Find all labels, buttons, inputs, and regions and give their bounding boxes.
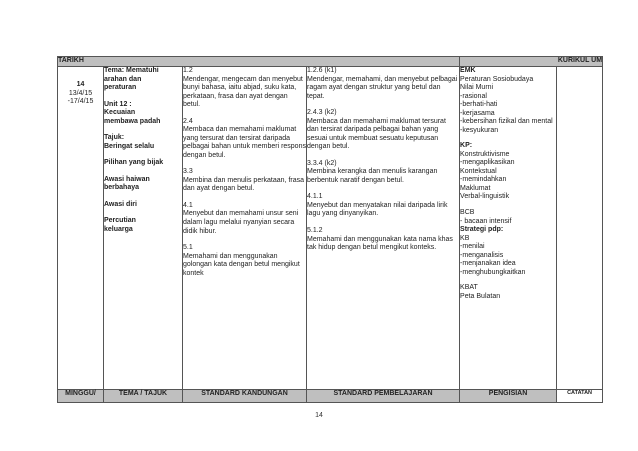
- sk-text: Memahami dan menggunakan golongan kata dengan betul mengikut kontek: [183, 252, 300, 277]
- sp-text: Menyebut dan menyatakan nilai daripada lirik lagu yang dinyanyikan.: [307, 201, 448, 218]
- pengisian-line: Peta Bulatan: [460, 292, 501, 300]
- pengisian-line: Verbal-linguistik: [460, 193, 510, 201]
- lesson-plan-table: [57, 56, 603, 403]
- sk-code: 2.4: [183, 117, 193, 125]
- date-end: -17/4/15: [67, 98, 94, 106]
- pengisian-cell: [460, 67, 557, 390]
- spacer: [183, 110, 306, 118]
- spacer: [183, 194, 306, 202]
- footer-tema: TEMA / TAJUK: [104, 390, 183, 403]
- sp-code: 4.1.1: [307, 193, 323, 201]
- pengisian-line: -menganalisis: [460, 251, 504, 259]
- tema-line: arahan dan: [104, 75, 142, 83]
- sk-code: 4.1: [183, 201, 193, 209]
- date-start: 13/4/15: [68, 89, 93, 97]
- pengisian-line: -menghubungkaitkan: [460, 268, 526, 276]
- sk-text: Mendengar, mengecam dan menyebut bunyi bahasa, iaitu abjad, suku kata, perkataan, frasa dan ayat dengan betul.: [183, 75, 303, 109]
- pengisian-line: KB: [460, 234, 470, 242]
- spacer: [104, 193, 182, 201]
- sk-code: 5.1: [183, 244, 193, 252]
- header-kurikulum: KURIKUL UM: [460, 57, 603, 67]
- tarikh-cell: [58, 67, 104, 390]
- sp-code: 1.2.6 (k1): [307, 67, 337, 74]
- tema-line: Awasi diri: [104, 200, 137, 208]
- spacer: [307, 185, 459, 193]
- spacer: [104, 209, 182, 217]
- footer-pengisian: PENGISIAN: [460, 390, 557, 403]
- standard-kandungan-cell: [183, 67, 307, 390]
- tema-line: Tema: Mematuhi: [104, 67, 159, 74]
- header-row: [58, 57, 603, 67]
- tema-cell: [104, 67, 183, 390]
- footer-minggu: MINGGU/: [58, 390, 104, 403]
- sk-code: 3.3: [183, 168, 193, 176]
- pengisian-line: -menjanakan idea: [460, 260, 516, 268]
- spacer: [307, 101, 459, 109]
- footer-catatan: CATATAN: [557, 390, 603, 403]
- sk-code: 1.2: [183, 67, 193, 74]
- tema-line: berbahaya: [104, 184, 140, 192]
- pengisian-line: Nilai Murni: [460, 84, 494, 92]
- pengisian-line: Kontekstual: [460, 167, 497, 175]
- header-tarikh: TARIKH: [58, 57, 460, 67]
- spacer: [307, 152, 459, 160]
- spacer: [104, 168, 182, 176]
- pengisian-line: -kerjasama: [460, 109, 495, 117]
- pengisian-line: -mengaplikasikan: [460, 159, 515, 167]
- spacer: [460, 277, 556, 284]
- sk-text: Membaca dan memahami maklumat yang tersurat dan tersirat daripada pelbagai bahan untuk memberi respons dengan betul.: [183, 126, 306, 159]
- spacer: [183, 236, 306, 244]
- footer-row: [58, 390, 603, 403]
- pengisian-line: Maklumat: [460, 184, 491, 192]
- week-number: 14: [76, 81, 85, 88]
- tema-line: Unit 12 :: [104, 100, 132, 108]
- pengisian-line: KP:: [460, 142, 473, 150]
- pengisian-line: KBAT: [460, 284, 478, 292]
- pengisian-line: -rasional: [460, 92, 487, 100]
- spacer: [460, 135, 556, 142]
- pengisian-line: -memindahkan: [460, 176, 507, 184]
- pengisian-line: EMK: [460, 67, 476, 74]
- sp-text: Mendengar, memahami, dan menyebut pelbagai ragam ayat dengan struktur yang betul dan tepat.: [307, 75, 458, 100]
- sp-text: Membina kerangka dan menulis karangan berbentuk naratif dengan betul.: [307, 168, 438, 184]
- pengisian-line: Peraturan Sosiobudaya: [460, 75, 534, 83]
- tema-line: keluarga: [104, 225, 133, 233]
- pengisian-line: -berhati-hati: [460, 101, 498, 109]
- footer-sp: STANDARD PEMBELAJARAN: [307, 390, 460, 403]
- spacer: [104, 126, 182, 134]
- sk-text: Menyebut dan memahami unsur seni dalam lagu melalui nyanyian secara didik hibur.: [183, 210, 299, 235]
- tema-line: peraturan: [104, 84, 137, 92]
- catatan-cell: [557, 67, 603, 390]
- page-number: 14: [315, 412, 323, 419]
- content-row: [58, 67, 603, 390]
- spacer: [460, 202, 556, 209]
- pengisian-line: -kebersihan fizikal dan mental: [460, 118, 553, 126]
- pengisian-line: - bacaan intensif: [460, 217, 512, 225]
- spacer: [104, 93, 182, 101]
- pengisian-line: -menilai: [460, 243, 485, 251]
- tema-line: Tajuk:: [104, 134, 125, 142]
- tema-line: membawa padah: [104, 117, 161, 125]
- spacer: [307, 219, 459, 227]
- pengisian-line: -kesyukuran: [460, 126, 499, 134]
- footer-sk: STANDARD KANDUNGAN: [183, 390, 307, 403]
- tema-line: Percutian: [104, 217, 136, 225]
- tema-line: Awasi haiwan: [104, 175, 150, 183]
- sp-code: 5.1.2: [307, 226, 323, 234]
- pengisian-line: BCB: [460, 208, 475, 216]
- sp-code: 3.3.4 (k2): [307, 159, 337, 167]
- sp-text: Membaca dan memahami maklumat tersurat dan tersirat daripada pelbagai bahan yang sesuai untuk membuat sesuatu keputusan dengan betul.: [307, 117, 446, 151]
- tema-line: Beringat selalu: [104, 142, 155, 150]
- sp-code: 2.4.3 (k2): [307, 109, 337, 117]
- tema-line: Kecuaian: [104, 109, 136, 117]
- sp-text: Memahami dan menggunakan kata nama khas tak hidup dengan betul mengikut konteks.: [307, 235, 453, 252]
- pengisian-line: Strategi pdp:: [460, 226, 504, 234]
- standard-pembelajaran-cell: [307, 67, 460, 390]
- tema-line: Pilihan yang bijak: [104, 159, 164, 167]
- pengisian-line: Konstruktivisme: [460, 150, 510, 158]
- spacer: [104, 151, 182, 159]
- sk-text: Membina dan menulis perkataan, frasa dan ayat dengan betul.: [183, 176, 305, 193]
- spacer: [183, 160, 306, 168]
